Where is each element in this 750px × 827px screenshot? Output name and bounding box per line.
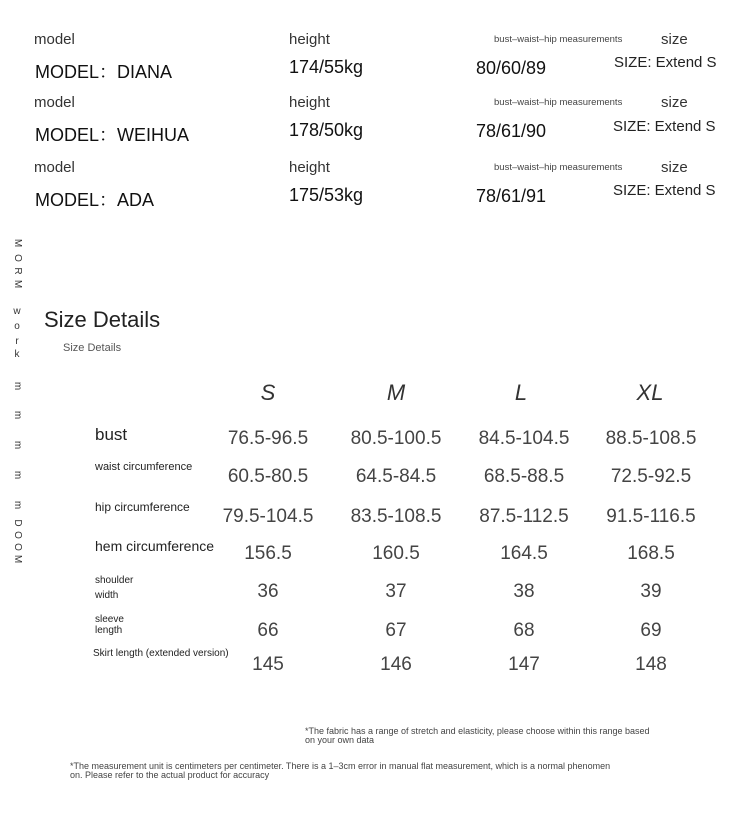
model-bwh: 78/61/90 bbox=[476, 121, 547, 141]
model-size: SIZE: Extend S bbox=[614, 54, 717, 71]
table-cell: 68.5-88.5 bbox=[483, 466, 565, 487]
row-label-sleeve: sleeve bbox=[95, 614, 124, 625]
side-letter: m bbox=[12, 381, 23, 391]
table-cell: 39 bbox=[640, 581, 662, 602]
column-header-m: M bbox=[386, 380, 406, 405]
size-label: size bbox=[661, 94, 688, 111]
height-label: height bbox=[289, 94, 330, 111]
side-letter: O bbox=[12, 531, 23, 539]
table-cell: 67 bbox=[385, 620, 407, 641]
table-cell: 88.5-108.5 bbox=[605, 428, 697, 449]
model-label: model bbox=[34, 94, 75, 111]
side-letter: m bbox=[12, 410, 23, 420]
side-letter: M bbox=[12, 279, 23, 289]
size-label: size bbox=[661, 31, 688, 48]
column-header-xl: XL bbox=[636, 380, 664, 405]
table-cell: 68 bbox=[513, 620, 535, 641]
row-label-shoulder: width bbox=[95, 590, 119, 601]
measurement-note: on. Please refer to the actual product for accuracy bbox=[70, 770, 270, 780]
table-cell: 147 bbox=[508, 654, 540, 675]
table-cell: 38 bbox=[513, 581, 535, 602]
model-bwh: 80/60/89 bbox=[476, 58, 547, 78]
side-letter: o bbox=[14, 321, 20, 332]
table-cell: 79.5-104.5 bbox=[222, 506, 314, 527]
bwh-label: bust–waist–hip measurements bbox=[494, 162, 623, 173]
table-cell: 156.5 bbox=[244, 543, 292, 564]
side-letter: m bbox=[12, 500, 23, 510]
row-label-hem: hem circumference bbox=[95, 538, 215, 554]
row-label-bust: bust bbox=[95, 425, 128, 444]
table-cell: 80.5-100.5 bbox=[350, 428, 442, 449]
side-letter: M bbox=[12, 554, 23, 564]
side-letter: R bbox=[12, 267, 23, 275]
table-cell: 66 bbox=[257, 620, 279, 641]
model-height: 174/55kg bbox=[289, 57, 364, 77]
side-letter: m bbox=[12, 440, 23, 450]
table-cell: 148 bbox=[635, 654, 667, 675]
table-cell: 164.5 bbox=[500, 543, 548, 564]
side-letter: O bbox=[12, 543, 23, 551]
column-header-s: S bbox=[260, 380, 276, 405]
column-header-l: L bbox=[514, 380, 528, 405]
model-name: MODEL：ADA bbox=[35, 190, 155, 210]
row-label-sleeve: length bbox=[95, 625, 123, 636]
table-cell: 64.5-84.5 bbox=[355, 466, 437, 487]
row-label-hip: hip circumference bbox=[95, 500, 190, 514]
model-name: MODEL：DIANA bbox=[35, 62, 173, 82]
side-letter: w bbox=[13, 306, 21, 317]
model-height: 175/53kg bbox=[289, 185, 364, 205]
row-label-skirt-length: Skirt length (extended version) bbox=[93, 648, 229, 659]
section-subtitle: Size Details bbox=[63, 342, 122, 354]
fabric-note: on your own data bbox=[305, 735, 375, 745]
model-name: MODEL：WEIHUA bbox=[35, 125, 190, 145]
table-cell: 60.5-80.5 bbox=[227, 466, 309, 487]
section-title: Size Details bbox=[44, 307, 161, 332]
height-label: height bbox=[289, 159, 330, 176]
table-cell: 145 bbox=[252, 654, 284, 675]
table-cell: 168.5 bbox=[627, 543, 675, 564]
model-label: model bbox=[34, 159, 75, 176]
model-bwh: 78/61/91 bbox=[476, 186, 547, 206]
measurement-note: *The measurement unit is centimeters per centimeter. There is a 1–3cm error in manual flat measurement, which is a normal phenomen bbox=[70, 761, 611, 771]
table-cell: 160.5 bbox=[372, 543, 420, 564]
model-size: SIZE: Extend S bbox=[613, 118, 716, 135]
table-cell: 37 bbox=[385, 581, 407, 602]
model-height: 178/50kg bbox=[289, 120, 364, 140]
table-cell: 146 bbox=[380, 654, 412, 675]
model-size: SIZE: Extend S bbox=[613, 182, 716, 199]
table-cell: 76.5-96.5 bbox=[227, 428, 309, 449]
table-cell: 83.5-108.5 bbox=[350, 506, 442, 527]
table-cell: 91.5-116.5 bbox=[606, 506, 696, 527]
side-letter: M bbox=[12, 238, 23, 248]
fabric-note: *The fabric has a range of stretch and elasticity, please choose within this range based bbox=[305, 726, 650, 736]
size-label: size bbox=[661, 159, 688, 176]
side-letter: O bbox=[12, 254, 23, 262]
table-cell: 69 bbox=[640, 620, 662, 641]
row-label-waist: waist circumference bbox=[95, 461, 193, 473]
side-letter: r bbox=[15, 336, 19, 347]
side-letter: D bbox=[12, 519, 23, 527]
bwh-label: bust–waist–hip measurements bbox=[494, 34, 623, 45]
bwh-label: bust–waist–hip measurements bbox=[494, 97, 623, 108]
table-cell: 36 bbox=[257, 581, 279, 602]
table-cell: 87.5-112.5 bbox=[479, 506, 569, 527]
side-letter: k bbox=[14, 349, 20, 360]
model-label: model bbox=[34, 31, 75, 48]
height-label: height bbox=[289, 31, 330, 48]
table-cell: 84.5-104.5 bbox=[478, 428, 570, 449]
table-cell: 72.5-92.5 bbox=[610, 466, 692, 487]
row-label-shoulder: shoulder bbox=[95, 575, 134, 586]
side-letter: m bbox=[12, 470, 23, 480]
